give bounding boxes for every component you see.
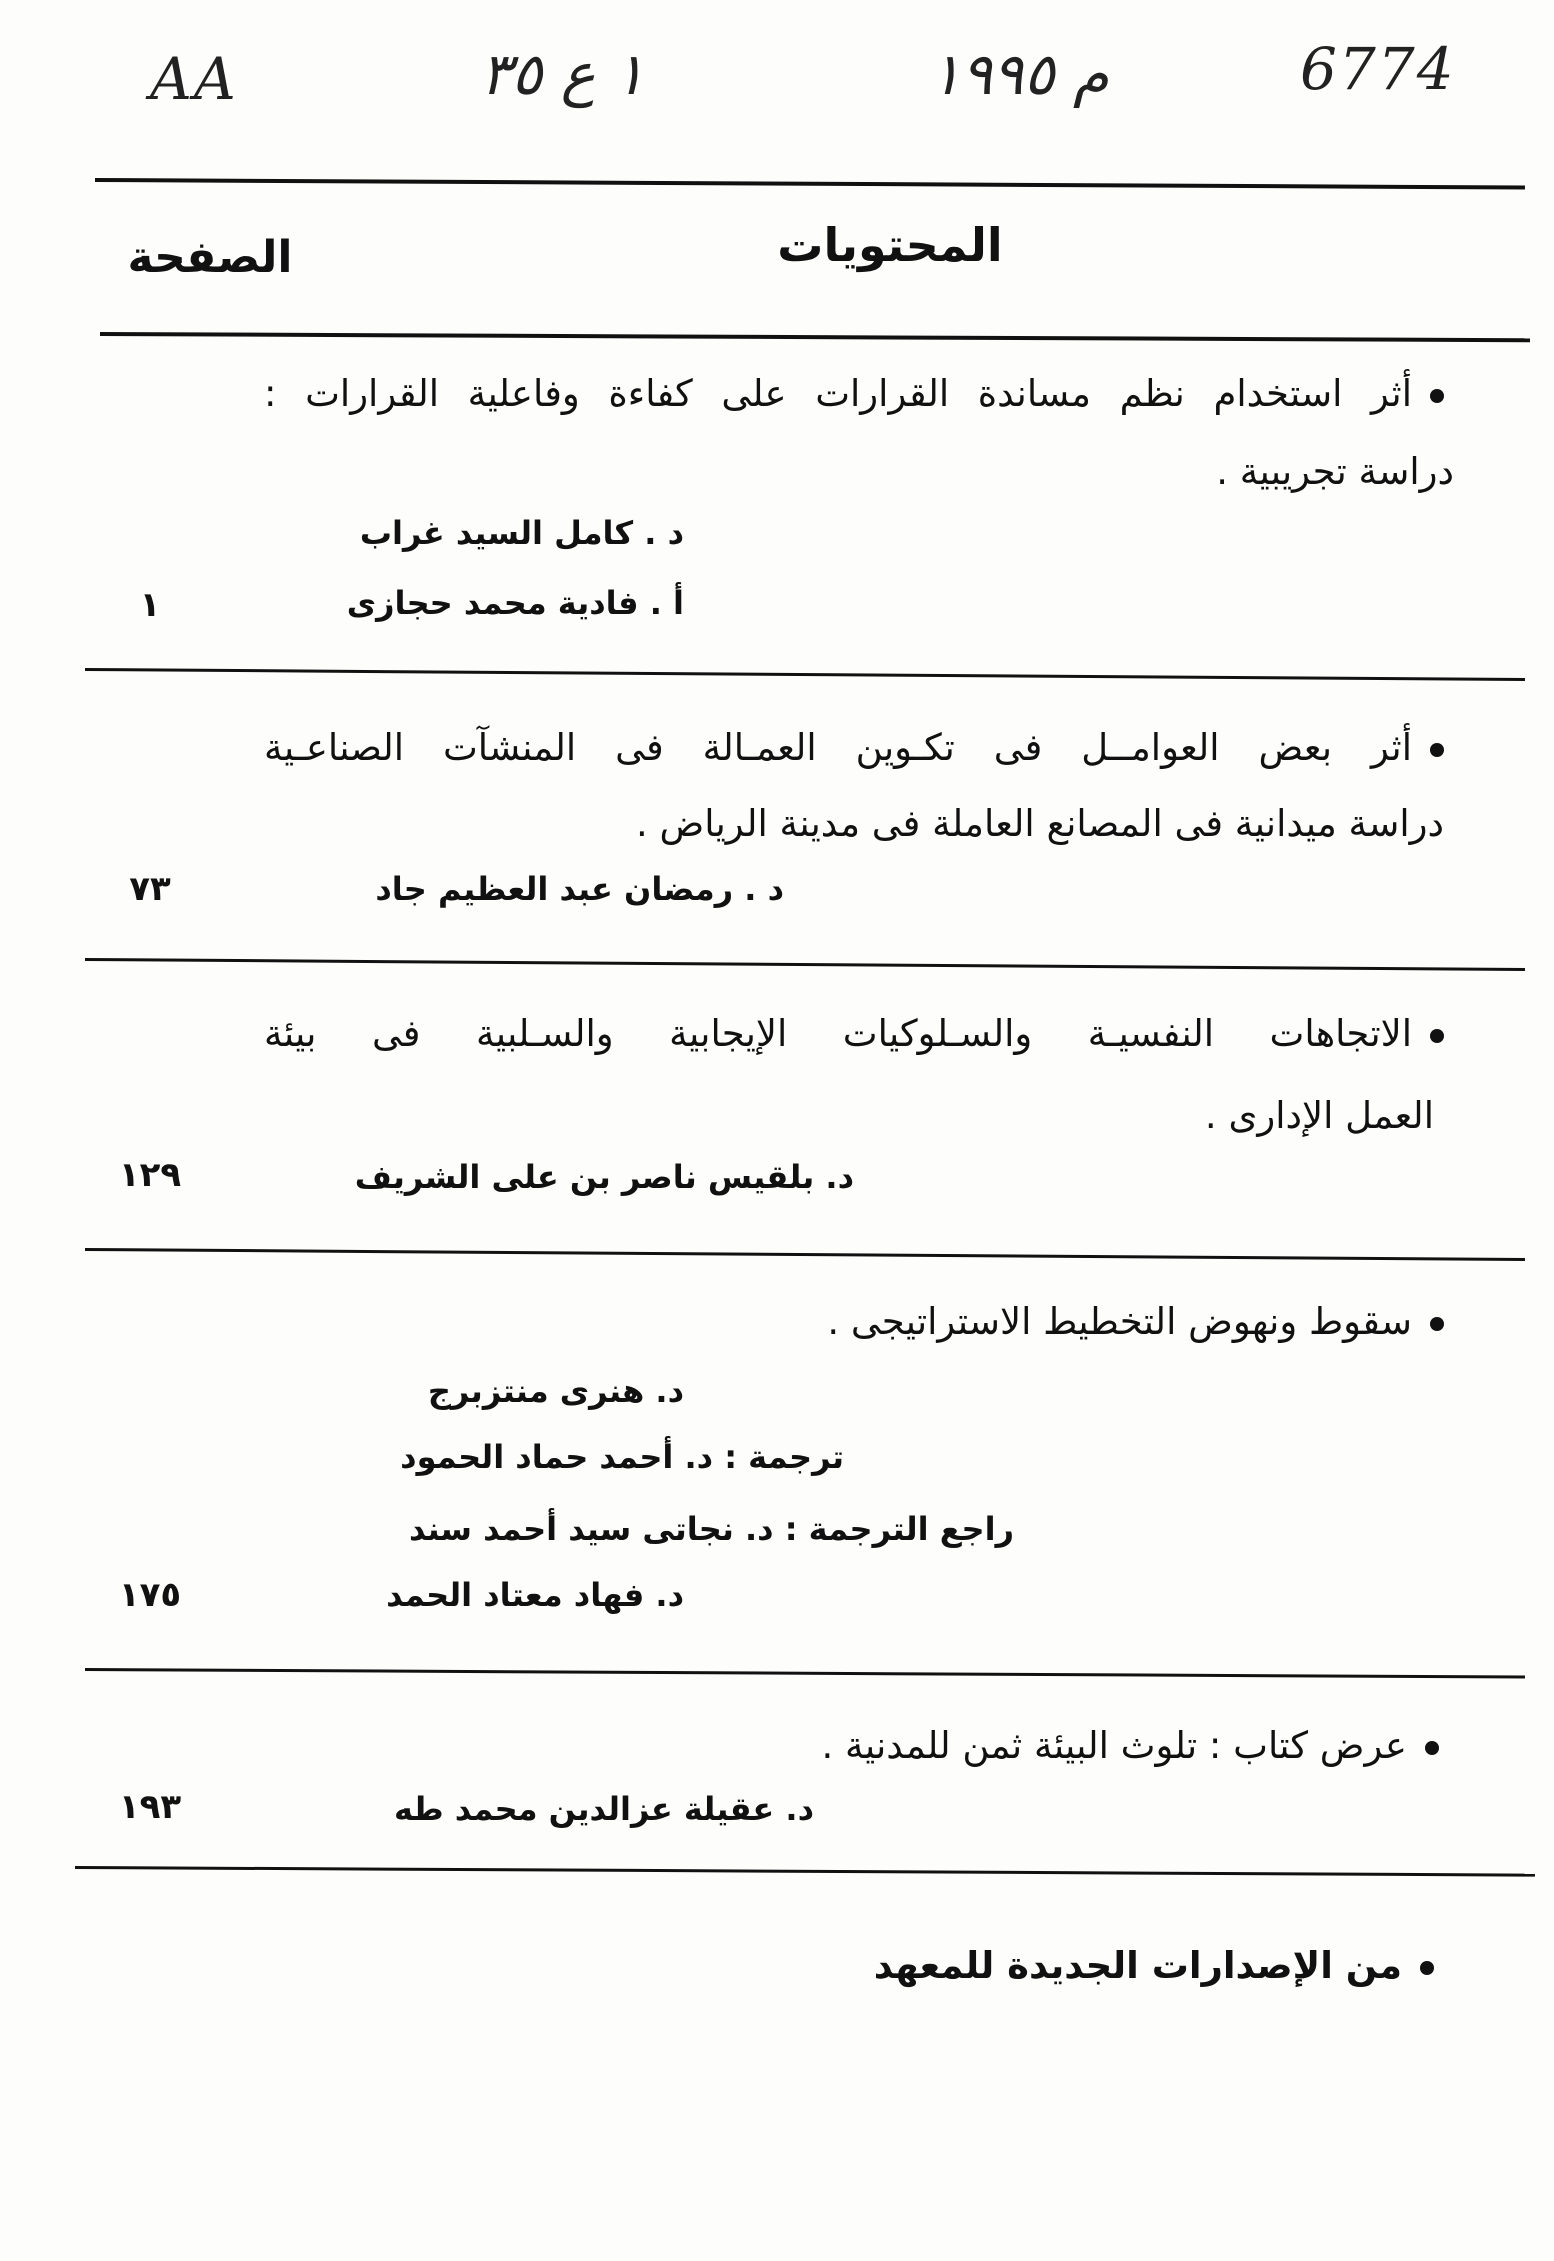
handwritten-volume-issue: ١ ع ٣٥ bbox=[480, 40, 645, 108]
entry-1-author-2: أ . فادية محمد حجازى bbox=[346, 584, 684, 622]
entry-1-title-line-2: دراسة تجريبية . bbox=[1216, 450, 1454, 493]
entry-2-page-number: ٧٣ bbox=[129, 869, 171, 909]
entry-1-author-1: د . كامل السيد غراب bbox=[359, 514, 684, 552]
entry-5-page-number: ١٩٣ bbox=[118, 1787, 182, 1827]
entry-1-divider bbox=[85, 668, 1525, 681]
bullet-icon bbox=[1430, 1029, 1444, 1043]
entry-3-page-number: ١٢٩ bbox=[118, 1155, 182, 1195]
entry-4-translator: ترجمة : د. أحمد حماد الحمود bbox=[400, 1438, 844, 1476]
bullet-icon bbox=[1430, 1317, 1444, 1331]
entry-4-title-line-1: سقوط ونهوض التخطيط الاستراتيجى . bbox=[264, 1296, 1444, 1348]
entry-4-author-2: د. فهاد معتاد الحمد bbox=[386, 1576, 684, 1614]
contents-title: المحتويات bbox=[777, 218, 1003, 272]
handwritten-year: م ١٩٩٥ bbox=[930, 40, 1109, 108]
top-rule bbox=[95, 178, 1525, 189]
entry-4-page-number: ١٧٥ bbox=[118, 1575, 182, 1615]
bullet-icon bbox=[1430, 389, 1444, 403]
bullet-icon bbox=[1420, 1961, 1434, 1975]
entry-5-author-1: د. عقيلة عزالدين محمد طه bbox=[394, 1790, 814, 1828]
entry-2-divider bbox=[85, 958, 1525, 971]
entry-1-page-number: ١ bbox=[139, 585, 161, 625]
entry-5-title-line-1: عرض كتاب : تلوث البيئة ثمن للمدنية . bbox=[259, 1720, 1439, 1772]
entry-3-divider bbox=[85, 1248, 1525, 1261]
handwritten-code: AA bbox=[150, 45, 238, 113]
entry-3-title-line-2: العمل الإدارى . bbox=[1204, 1094, 1434, 1137]
entry-2-title-line-2: دراسة ميدانية فى المصانع العاملة فى مدينة الرياض . bbox=[635, 802, 1444, 845]
entry-4-divider bbox=[85, 1668, 1525, 1679]
header-bottom-rule bbox=[100, 332, 1530, 342]
bullet-icon bbox=[1430, 743, 1444, 757]
entry-4-reviewer: راجع الترجمة : د. نجاتى سيد أحمد سند bbox=[408, 1510, 1014, 1548]
entry-1-title-line-1: أثر استخدام نظم مساندة القرارات على كفاءة وفاعلية القرارات : bbox=[264, 368, 1444, 420]
entry-3-author-1: د. بلقيس ناصر بن على الشريف bbox=[354, 1158, 854, 1196]
entry-6-title-line-1: من الإصدارات الجديدة للمعهد bbox=[254, 1940, 1434, 1992]
entry-2-title-line-1: أثر بعض العوامــل فى تكـوين العمـالة فى المنشآت الصناعـية bbox=[264, 722, 1444, 774]
entry-3-title-line-1: الاتجاهات النفسيـة والسـلوكيات الإيجابية والسـلبية فى بيئة bbox=[264, 1008, 1444, 1060]
entry-5-divider bbox=[75, 1866, 1535, 1877]
handwritten-number: 6774 bbox=[1300, 35, 1456, 103]
bullet-icon bbox=[1425, 1741, 1439, 1755]
page-column-label: الصفحة bbox=[127, 232, 293, 283]
entry-4-author-1: د. هنرى منتزبرج bbox=[427, 1372, 684, 1410]
entry-2-author-1: د . رمضان عبد العظيم جاد bbox=[375, 870, 784, 908]
